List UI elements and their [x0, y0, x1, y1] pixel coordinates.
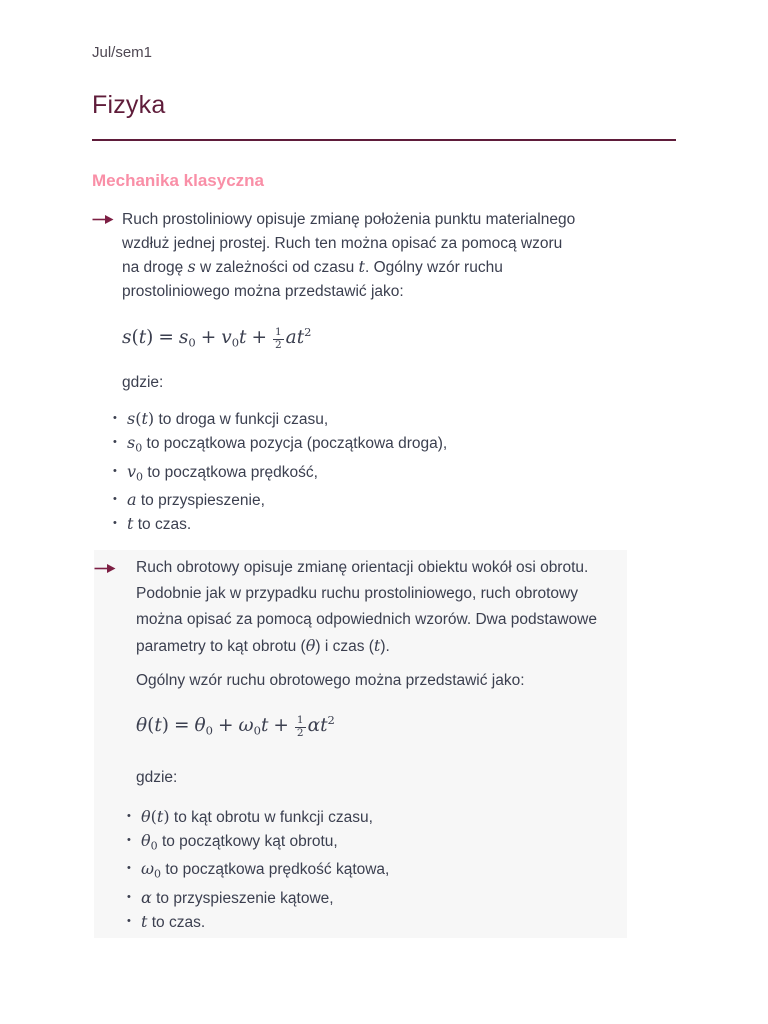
bullet-item — [127, 857, 614, 886]
paragraph-rotational-motion: Ruch obrotowy opisuje zmianę orientacji obiektu wokół osi obrotu. Podobnie jak w przypadku ruchu prostoliniowego, ruch obrotowy można opisać za pomocą odpowiednich wzorów. Dwa podstawowe parametry to kąt obrotu (θ) i czas (t). — [136, 559, 597, 655]
arrow-right-icon — [94, 563, 116, 574]
inline-math: θ — [305, 636, 316, 655]
bullet-text: $\omega_0$ to początkowa prędkość kątowa, — [141, 859, 390, 881]
bullet-item — [127, 886, 614, 910]
bullet-dot-icon: • — [113, 464, 117, 477]
inline-math: $s_0$ — [127, 433, 143, 455]
bullet-dot-icon: • — [113, 412, 117, 424]
where-label: gdzie: — [136, 769, 178, 786]
bullet-dot-icon: • — [127, 890, 131, 903]
bullet-dot-icon: • — [127, 862, 131, 874]
bullet-text: s(t) to droga w funkcji czasu, — [127, 409, 329, 428]
inline-math: $\omega_0$ — [141, 859, 162, 881]
arrow-right-icon — [92, 214, 114, 225]
bullet-item — [127, 829, 614, 858]
bullet-item — [127, 805, 614, 829]
bullet-dot-icon: • — [127, 914, 131, 927]
inline-math: t — [141, 911, 148, 931]
section-heading: Mechanika klasyczna — [92, 171, 264, 190]
bullet-list-rotational — [127, 805, 614, 934]
bullet-list-linear — [113, 407, 580, 536]
paragraph-linear-motion: Ruch prostoliniowy opisuje zmianę położenia punktu materialnego wzdłuż jednej prostej. Ruch ten można opisać za pomocą wzoru na drogę s w zależności od czasu t. Ogólny wzór ruchu prostoliniowego można przedstawić jako: — [122, 211, 576, 300]
bullet-text: $s_0$ to początkowa pozycja (początkowa droga), — [127, 433, 448, 455]
block-content — [127, 555, 614, 934]
bullet-dot-icon: • — [127, 833, 131, 846]
bullet-item — [127, 910, 614, 934]
title-divider — [92, 139, 676, 141]
inline-math: $v_0$ — [127, 461, 144, 483]
bullet-text: θ(t) to kąt obrotu w funkcji czasu, — [141, 806, 373, 826]
bullet-item — [113, 407, 580, 431]
bullet-dot-icon: • — [113, 517, 117, 529]
inline-math: $\theta_0$ — [141, 830, 158, 852]
inline-math: t — [373, 636, 381, 655]
bullet-item — [113, 460, 580, 489]
bullet-dot-icon: • — [127, 809, 131, 822]
inline-math: t — [127, 514, 134, 533]
bullet-dot-icon: • — [113, 493, 117, 505]
inline-math: s — [187, 257, 196, 276]
bullet-text: a to przyspieszenie, — [127, 490, 265, 509]
bullet-text: t to czas. — [127, 514, 192, 533]
block-content — [113, 208, 580, 536]
inline-math: θ(t) — [141, 806, 170, 826]
inline-math: s(t) — [127, 409, 155, 428]
inline-math: α — [141, 887, 152, 907]
bullet-dot-icon: • — [113, 436, 117, 448]
bullet-item — [113, 431, 580, 460]
bullet-text: t to czas. — [141, 911, 206, 931]
bullet-text: $v_0$ to początkowa prędkość, — [127, 461, 318, 483]
bullet-item — [113, 512, 580, 536]
fraction: $\frac{1}{2}$ — [274, 326, 282, 351]
inline-math: t — [358, 257, 365, 276]
paragraph-formula-intro: Ogólny wzór ruchu obrotowego można przedstawić jako: — [136, 672, 525, 689]
toggle-block-rotational-motion — [94, 550, 627, 938]
formula-rotational-motion: θ(t) = θ0 + ω0t + $\frac{1}{2}$ $\alpha t^2$ — [136, 712, 335, 739]
fraction: $\frac{1}{2}$ — [296, 713, 304, 739]
toggle-block-linear-motion — [92, 208, 676, 536]
bullet-text: $\theta_0$ to początkowy kąt obrotu, — [141, 830, 338, 852]
where-label: gdzie: — [122, 373, 164, 391]
bullet-item — [113, 488, 580, 512]
breadcrumb: Jul/sem1 — [92, 44, 153, 61]
formula-linear-motion: s(t) = s0 + v0t + $\frac{1}{2}$ $at^2$ — [122, 325, 312, 351]
bullet-text: α to przyspieszenie kątowe, — [141, 887, 334, 907]
page-title: Fizyka — [92, 91, 166, 119]
inline-math: a — [127, 490, 137, 509]
